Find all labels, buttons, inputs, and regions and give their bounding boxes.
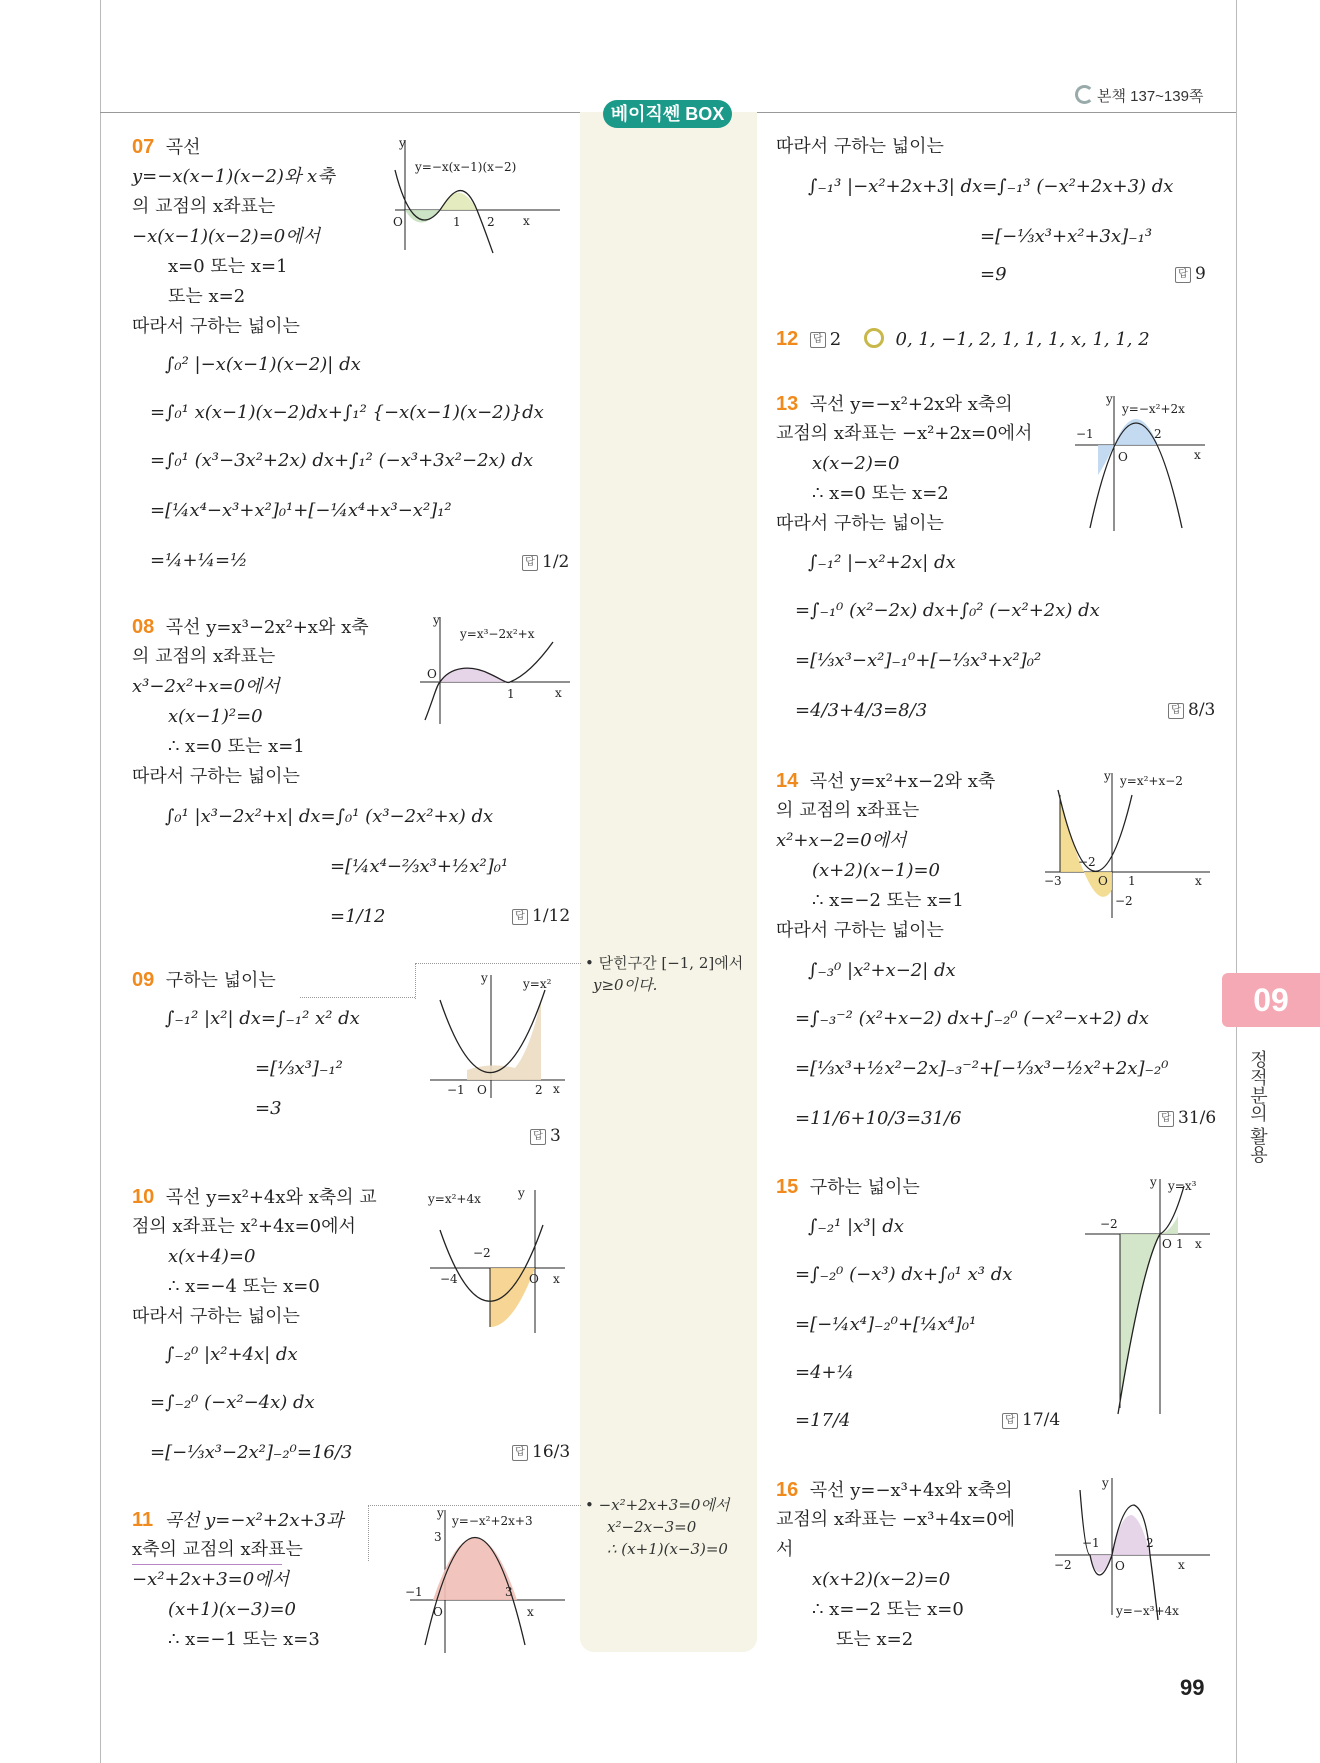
p15-line-2: =∫₋₂⁰ (−x³) dx+∫₀¹ x³ dx — [795, 1264, 1013, 1285]
p11-line-4: ∴ x=−1 또는 x=3 — [168, 1629, 320, 1650]
p16-line-2: 서 — [776, 1539, 794, 1560]
p10-graph-label: y=x²+4x — [428, 1192, 481, 1206]
p15-graph-label: y=x³ — [1168, 1179, 1197, 1193]
svg-text:y: y — [1150, 1176, 1157, 1189]
svg-text:O: O — [1118, 450, 1128, 464]
p13-line-7: =[⅓x³−x²]₋₁⁰+[−⅓x³+x²]₀² — [795, 650, 1042, 671]
p11-line-5: 따라서 구하는 넓이는 — [776, 136, 944, 157]
svg-text:−3: −3 — [1044, 874, 1062, 888]
svg-text:x: x — [1178, 1558, 1185, 1572]
answer-icon: 답 — [1175, 267, 1191, 283]
p11-answer: 답 9 — [1175, 264, 1206, 284]
p15-line-0: 15 구하는 넓이는 — [776, 1176, 920, 1198]
p08-graph-label: y=x³−2x²+x — [460, 627, 535, 641]
svg-text:y: y — [1102, 1476, 1109, 1490]
svg-text:−2: −2 — [1115, 894, 1133, 908]
p15-line-1: ∫₋₂¹ |x³| dx — [808, 1216, 904, 1237]
svg-text:2: 2 — [487, 215, 495, 229]
page-number: 99 — [1180, 1675, 1205, 1700]
book-ref: 본책 137~139쪽 — [1075, 85, 1203, 106]
p09-answer: 답 3 — [530, 1126, 561, 1146]
chapter-tab[interactable]: 09 — [1222, 973, 1320, 1027]
answer-icon: 답 — [1002, 1413, 1018, 1429]
p08-line-4: ∴ x=0 또는 x=1 — [168, 736, 305, 757]
svg-text:−2: −2 — [1100, 1217, 1118, 1231]
svg-text:1: 1 — [453, 215, 461, 229]
svg-text:O: O — [1098, 874, 1108, 888]
p09-line-0: 09 구하는 넓이는 — [132, 969, 276, 991]
p15-num: 15 — [776, 1176, 799, 1198]
p07-line-11: =¼+¼=½ — [150, 550, 248, 571]
p10-line-6: =∫₋₂⁰ (−x²−4x) dx — [150, 1392, 315, 1413]
p08-num: 08 — [132, 616, 155, 638]
svg-text:−1: −1 — [1082, 1536, 1100, 1550]
svg-text:y: y — [1104, 770, 1111, 783]
p14-line-5: 따라서 구하는 넓이는 — [776, 920, 944, 941]
p16-line-1: 교점의 x좌표는 −x³+4x=0에 — [776, 1509, 1015, 1530]
p14-num: 14 — [776, 770, 799, 792]
p16-num: 16 — [776, 1479, 799, 1501]
svg-text:1: 1 — [1128, 874, 1136, 888]
p10-line-5: ∫₋₂⁰ |x²+4x| dx — [165, 1344, 298, 1365]
box-column — [580, 112, 757, 1652]
svg-text:x: x — [527, 1605, 534, 1619]
p11-line-2: −x²+2x+3=0에서 — [132, 1569, 289, 1590]
svg-text:−2: −2 — [1078, 855, 1096, 869]
svg-text:−1: −1 — [405, 1585, 423, 1599]
p08-line-3: x(x−1)²=0 — [168, 706, 263, 727]
p11-note-line-2: ∴ (x+1)(x−3)=0 — [607, 1540, 728, 1558]
p09-note — [585, 952, 743, 996]
p11-line-6: ∫₋₁³ |−x²+2x+3| dx=∫₋₁³ (−x²+2x+3) dx — [808, 176, 1174, 197]
p14-line-9: =11/6+10/3=31/6 — [795, 1108, 962, 1129]
p09-connector-bottom — [300, 997, 415, 998]
p15-answer: 답 17/4 — [1002, 1410, 1060, 1430]
p10-line-1: 점의 x좌표는 x²+4x=0에서 — [132, 1216, 356, 1237]
p11-graph — [405, 1505, 575, 1655]
svg-text:3: 3 — [505, 1585, 513, 1599]
p07-line-3: −x(x−1)(x−2)=0에서 — [132, 226, 321, 247]
svg-text:2: 2 — [1146, 1536, 1154, 1550]
box-title: 베이직쎈 BOX — [603, 100, 732, 128]
p14-graph-label: y=x²+x−2 — [1120, 774, 1183, 788]
target-icon — [864, 328, 884, 348]
p07-answer: 답 1/2 — [522, 552, 569, 572]
p13-graph — [1070, 393, 1210, 533]
p11-line-0: 11 곡선 y=−x²+2x+3과 — [132, 1509, 344, 1531]
p08-graph — [415, 612, 575, 727]
p07-line-1: y=−x(x−1)(x−2)와 x축 — [132, 166, 335, 187]
p07-line-10: =[¼x⁴−x³+x²]₀¹+[−¼x⁴+x³−x²]₁² — [150, 500, 452, 521]
svg-text:y: y — [433, 613, 440, 627]
p07-line-2: 의 교점의 x좌표는 — [132, 196, 276, 217]
p15-line-3: =[−¼x⁴]₋₂⁰+[¼x⁴]₀¹ — [795, 1314, 977, 1335]
svg-text:O: O — [433, 1605, 443, 1619]
svg-text:x: x — [523, 214, 530, 228]
svg-text:1: 1 — [1176, 1237, 1184, 1251]
p12-target: 0, 1, −1, 2, 1, 1, 1, x, 1, 1, 2 — [895, 329, 1150, 350]
p13-line-3: ∴ x=0 또는 x=2 — [812, 483, 949, 504]
p09-line-1: ∫₋₁² |x²| dx=∫₋₁² x² dx — [165, 1008, 360, 1029]
p13-line-1: 교점의 x좌표는 −x²+2x=0에서 — [776, 423, 1033, 444]
p07-line-9: =∫₀¹ (x³−3x²+2x) dx+∫₁² (−x³+3x²−2x) dx — [150, 450, 534, 471]
p13-line-6: =∫₋₁⁰ (x²−2x) dx+∫₀² (−x²+2x) dx — [795, 600, 1100, 621]
svg-text:x: x — [1194, 448, 1201, 462]
p16-line-3: x(x+2)(x−2)=0 — [812, 1569, 951, 1590]
p14-line-3: (x+2)(x−1)=0 — [812, 860, 940, 881]
p13-line-4: 따라서 구하는 넓이는 — [776, 513, 944, 534]
p10-line-3: ∴ x=−4 또는 x=0 — [168, 1276, 320, 1297]
answer-icon: 답 — [1158, 1111, 1174, 1127]
svg-text:O: O — [1115, 1559, 1125, 1573]
p10-line-0: 10 곡선 y=x²+4x와 x축의 교 — [132, 1186, 377, 1208]
svg-text:y: y — [1106, 393, 1113, 406]
p14-answer: 답 31/6 — [1158, 1108, 1216, 1128]
svg-text:y: y — [518, 1186, 525, 1200]
p12-answer: 2 — [829, 329, 842, 350]
svg-text:O: O — [529, 1272, 539, 1286]
p10-num: 10 — [132, 1186, 155, 1208]
answer-icon: 답 — [1168, 703, 1184, 719]
svg-text:−2: −2 — [473, 1246, 491, 1260]
p11-line-1: x축의 교점의 x좌표는 — [132, 1539, 303, 1560]
p16-line-0: 16 곡선 y=−x³+4x와 x축의 — [776, 1479, 1013, 1501]
p08-line-8: =1/12 — [330, 906, 386, 927]
p14-line-4: ∴ x=−2 또는 x=1 — [812, 890, 964, 911]
p09-line-3: =3 — [255, 1098, 282, 1119]
p11-line-3: (x+1)(x−3)=0 — [168, 1599, 296, 1620]
answer-icon: 답 — [512, 1445, 528, 1461]
svg-text:y: y — [399, 136, 406, 150]
p07-line-4: x=0 또는 x=1 — [168, 256, 288, 277]
p07-line-0: 07 곡선 — [132, 136, 201, 158]
svg-text:−2: −2 — [1054, 1558, 1072, 1572]
p11-note — [585, 1494, 729, 1560]
p16-graph-label: y=−x³+4x — [1116, 1604, 1179, 1618]
svg-text:y: y — [437, 1506, 444, 1520]
p12-line — [776, 328, 1150, 351]
svg-text:3: 3 — [434, 1530, 442, 1544]
p13-line-2: x(x−2)=0 — [812, 453, 900, 474]
p09-num: 09 — [132, 969, 155, 991]
p15-line-5: =17/4 — [795, 1410, 851, 1431]
svg-text:x: x — [553, 1272, 560, 1286]
p11-graph-label: y=−x²+2x+3 — [452, 1514, 533, 1528]
svg-text:O: O — [1162, 1237, 1172, 1251]
p08-line-2: x³−2x²+x=0에서 — [132, 676, 280, 697]
p07-line-6: 따라서 구하는 넓이는 — [132, 316, 300, 337]
svg-text:O: O — [393, 215, 403, 229]
p11-num: 11 — [132, 1509, 154, 1531]
p13-answer: 답 8/3 — [1168, 700, 1215, 720]
p13-line-0: 13 곡선 y=−x²+2x와 x축의 — [776, 393, 1013, 415]
p10-answer: 답 16/3 — [512, 1442, 570, 1462]
svg-text:y: y — [481, 971, 488, 985]
svg-text:x: x — [555, 686, 562, 700]
p09-graph — [425, 970, 575, 1100]
chapter-title: 정적분의 활용 — [1248, 1050, 1268, 1164]
p07-graph-label: y=−x(x−1)(x−2) — [415, 160, 517, 174]
p14-line-8: =[⅓x³+½x²−2x]₋₃⁻²+[−⅓x³−½x²+2x]₋₂⁰ — [795, 1058, 1169, 1079]
answer-icon: 답 — [512, 909, 528, 925]
svg-text:x: x — [553, 1082, 560, 1096]
p10-graph — [425, 1185, 575, 1335]
p13-num: 13 — [776, 393, 799, 415]
p15-line-4: =4+¼ — [795, 1362, 855, 1383]
svg-text:−1: −1 — [447, 1083, 465, 1097]
p15-graph — [1080, 1176, 1215, 1416]
p08-line-6: ∫₀¹ |x³−2x²+x| dx=∫₀¹ (x³−2x²+x) dx — [165, 806, 494, 827]
p08-line-0: 08 곡선 y=x³−2x²+x와 x축 — [132, 616, 369, 638]
p13-line-5: ∫₋₁² |−x²+2x| dx — [808, 552, 956, 573]
p16-graph — [1050, 1475, 1215, 1625]
svg-text:2: 2 — [1154, 427, 1162, 441]
book-ref-icon — [1075, 85, 1094, 104]
p08-line-5: 따라서 구하는 넓이는 — [132, 766, 300, 787]
p14-line-2: x²+x−2=0에서 — [776, 830, 907, 851]
p08-line-7: =[¼x⁴−⅔x³+½x²]₀¹ — [330, 856, 509, 877]
p14-line-7: =∫₋₃⁻² (x²+x−2) dx+∫₋₂⁰ (−x²−x+2) dx — [795, 1008, 1149, 1029]
answer-icon: 답 — [522, 555, 538, 571]
p14-line-1: 의 교점의 x좌표는 — [776, 800, 920, 821]
p11-note-line-0: • −x²+2x+3=0에서 — [585, 1496, 730, 1514]
p11-line-8: =9 — [980, 264, 1007, 285]
p08-answer: 답 1/12 — [512, 906, 570, 926]
p07-graph — [385, 135, 565, 255]
svg-text:x: x — [1195, 874, 1202, 888]
p16-line-4: ∴ x=−2 또는 x=0 — [812, 1599, 964, 1620]
p11-underline — [132, 1564, 282, 1565]
svg-text:−1: −1 — [1076, 427, 1094, 441]
p09-note-line-1: y≥0이다. — [593, 976, 658, 994]
p12-num: 12 — [776, 328, 799, 350]
p09-graph-label: y=x² — [523, 977, 552, 991]
p10-line-2: x(x+4)=0 — [168, 1246, 256, 1267]
p14-graph — [1040, 770, 1215, 920]
p07-line-8: =∫₀¹ x(x−1)(x−2)dx+∫₁² {−x(x−1)(x−2)}dx — [150, 402, 544, 423]
svg-text:x: x — [1195, 1237, 1202, 1251]
p10-line-7: =[−⅓x³−2x²]₋₂⁰=16/3 — [150, 1442, 353, 1463]
svg-text:2: 2 — [535, 1083, 543, 1097]
p14-line-6: ∫₋₃⁰ |x²+x−2| dx — [808, 960, 956, 981]
svg-text:O: O — [427, 667, 437, 681]
p16-line-5: 또는 x=2 — [836, 1629, 914, 1650]
p09-line-2: =[⅓x³]₋₁² — [255, 1058, 343, 1079]
svg-text:−4: −4 — [440, 1272, 458, 1286]
svg-text:O: O — [477, 1083, 487, 1097]
svg-text:1: 1 — [507, 687, 515, 701]
answer-icon: 답 — [530, 1129, 546, 1145]
p07-num: 07 — [132, 136, 155, 158]
p14-line-0: 14 곡선 y=x²+x−2와 x축 — [776, 770, 996, 792]
p11-note-line-1: x²−2x−3=0 — [607, 1518, 697, 1536]
p07-line-5: 또는 x=2 — [168, 286, 246, 307]
page-frame-right — [1236, 0, 1237, 1763]
p11-line-7: =[−⅓x³+x²+3x]₋₁³ — [980, 226, 1153, 247]
p08-line-1: 의 교점의 x좌표는 — [132, 646, 276, 667]
answer-icon: 답 — [810, 332, 826, 348]
p09-note-line-0: • 닫힌구간 [−1, 2]에서 — [585, 954, 744, 972]
p13-line-8: =4/3+4/3=8/3 — [795, 700, 928, 721]
p13-graph-label: y=−x²+2x — [1122, 402, 1185, 416]
page-frame-left — [100, 0, 101, 1763]
p07-line-7: ∫₀² |−x(x−1)(x−2)| dx — [165, 354, 361, 375]
p10-line-4: 따라서 구하는 넓이는 — [132, 1306, 300, 1327]
